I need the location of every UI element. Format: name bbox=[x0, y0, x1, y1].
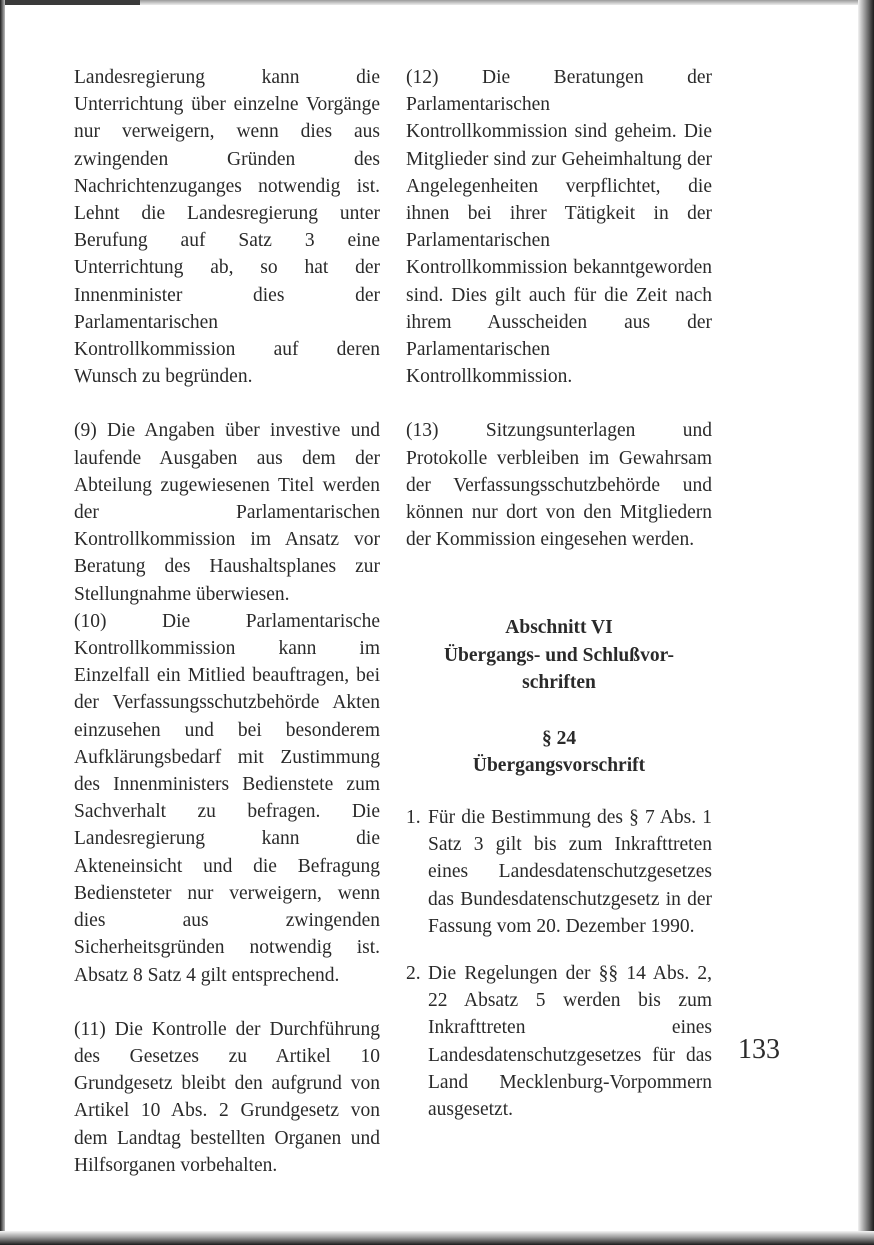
section-heading-line-3: schriften bbox=[522, 672, 596, 694]
list-item bbox=[406, 960, 712, 1123]
page-number: 133 bbox=[738, 1034, 780, 1065]
scan-edge-top-dark bbox=[0, 0, 140, 5]
paragraph-13: (13) Sitzungsunterlagen und Protokolle verbleiben im Gewahrsam der Verfassungsschutzbehörde und können nur dort von den Mitgliedern der Kommission eingesehen werden. bbox=[406, 420, 712, 551]
paragraph-10: (10) Die Parlamentarische Kontrollkommission kann im Einzelfall ein Mitlied beauftragen, bei der Verfassungsschutzbehörde Akten einzusehen und bei besonderem Aufklärungsbedarf mit Zustimmung des Innenministers Bedienstete zum Sachverhalt zu befragen. Die Landesregierung kann die Akteneinsicht und die Befragung Bediensteter nur verweigern, wenn dies aus zwingenden Sicherheitsgründen notwendig ist. Absatz 8 Satz 4 gilt entsprechend. bbox=[74, 610, 380, 986]
paragraph-9: (9) Die Angaben über investive und laufende Ausgaben aus dem der Abteilung zugewiesenen Titel werden der Parlamentarischen Kontrollkommission im Ansatz vor Beratung des Haushaltsplanes zur Stellungnahme überwiesen. bbox=[74, 420, 380, 605]
list-item-number: 2. bbox=[406, 962, 421, 984]
list-item-text: Für die Bestimmung des § 7 Abs. 1 Satz 3 gilt bis zum Inkrafttreten eines Landesdatenschutzgesetzes das Bundesdatenschutzgesetz in der Fassung vom 20. Dezember 1990. bbox=[428, 806, 712, 937]
scan-edge-right bbox=[858, 0, 874, 1245]
paragraph-title: Übergangsvorschrift bbox=[472, 755, 646, 777]
scan-edge-bottom bbox=[0, 1231, 874, 1245]
scan-edge-left bbox=[0, 0, 5, 1245]
right-column bbox=[406, 64, 712, 1123]
paragraph-sign: § 24 bbox=[541, 727, 577, 749]
list-item-text: Die Regelungen der §§ 14 Abs. 2, 22 Absatz 5 werden bis zum Inkrafttreten eines Landesdatenschutzgesetzes für das Land Mecklenburg-Vorpommern ausgesetzt. bbox=[428, 962, 712, 1120]
paragraph-11: (11) Die Kontrolle der Durchführung des Gesetzes zu Artikel 10 Grundgesetz bleibt den aufgrund von Artikel 10 Abs. 2 Grundgesetz von dem Landtag bestellten Organen und Hilfsorganen vorbehalten. bbox=[74, 1018, 380, 1176]
list-item-number: 1. bbox=[406, 806, 421, 828]
list-item bbox=[406, 804, 712, 940]
paragraph-continued: Landesregierung kann die Unterrichtung über einzelne Vorgänge nur verweigern, wenn dies aus zwingenden Gründen des Nachrichtenzuganges notwendig ist. Lehnt die Landesregierung unter Berufung auf Satz 3 eine Unterrichtung ab, so hat der Innenminister dies der Parlamentarischen Kontrollkommission auf deren Wunsch zu begründen. bbox=[74, 67, 380, 388]
section-heading-line-1: Abschnitt VI bbox=[505, 617, 613, 639]
left-column bbox=[74, 64, 380, 1179]
paragraph-12: (12) Die Beratungen der Parlamentarischen Kontrollkommission sind geheim. Die Mitglieder sind zur Geheimhaltung der Angelegenheiten verpflichtet, die ihnen bei ihrer Tätigkeit in der Parlamentarischen Kontrollkommission bekanntgeworden sind. Dies gilt auch für die Zeit nach ihrem Ausscheiden aus der Parlamentarischen Kontrollkommission. bbox=[406, 67, 712, 388]
section-heading-line-2: Übergangs- und Schlußvor- bbox=[443, 644, 675, 666]
